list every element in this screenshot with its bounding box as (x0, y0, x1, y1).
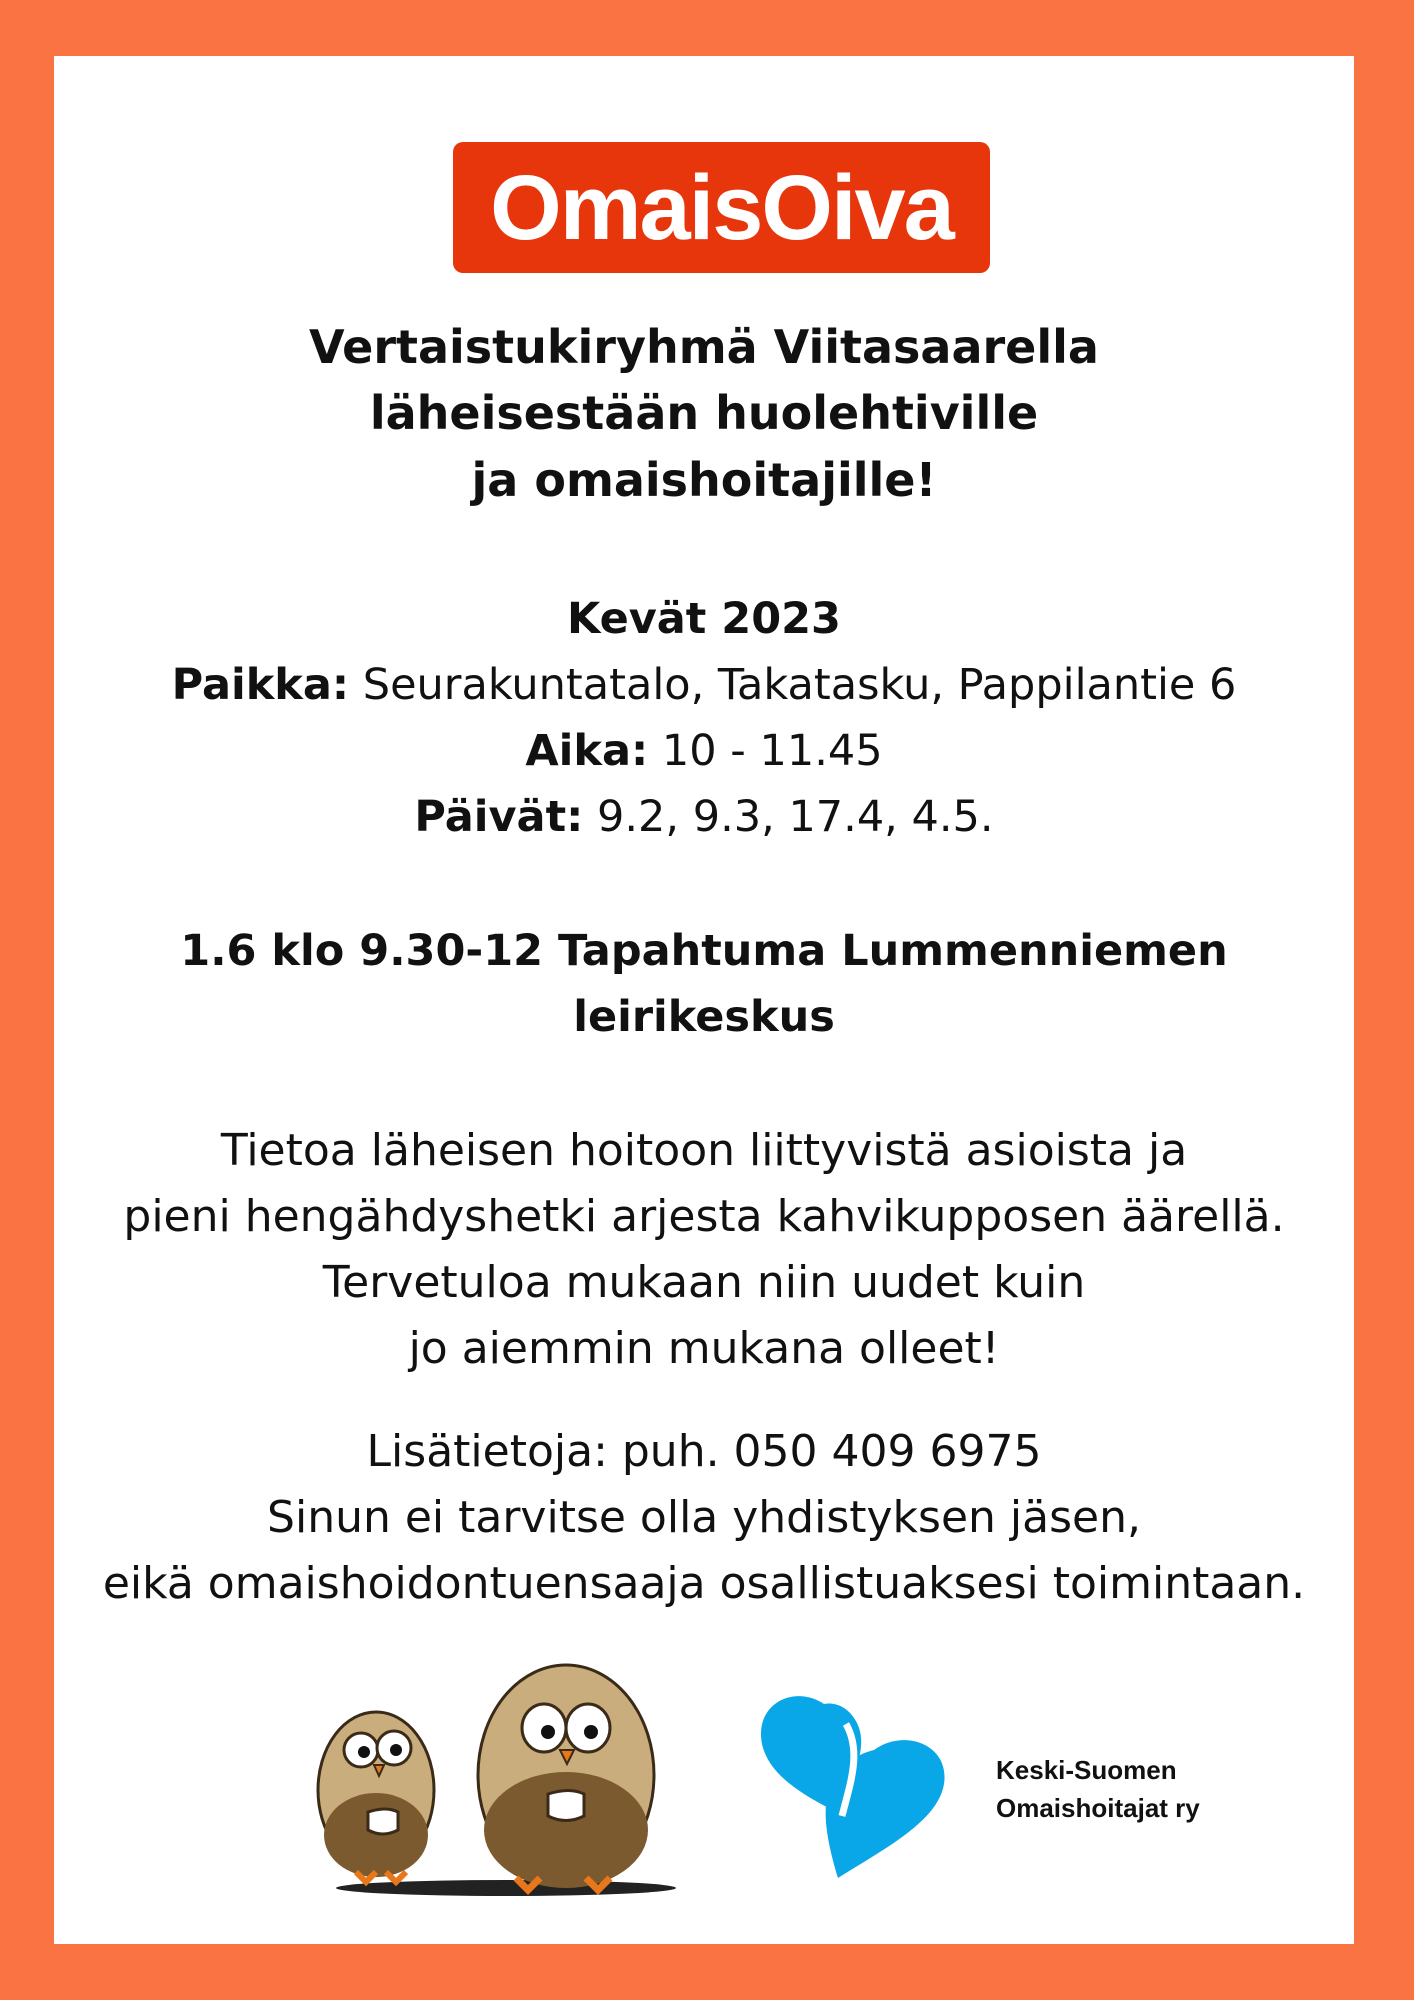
organization-line-2: Omaishoitajat ry (996, 1793, 1200, 1823)
description-line-4: jo aiemmin mukana olleet! (408, 1323, 1000, 1374)
omaisoiva-logo (453, 142, 990, 273)
days-label: Päivät: (414, 792, 584, 842)
contact-line-1: Lisätietoja: puh. 050 409 6975 (366, 1426, 1042, 1477)
days-line (54, 792, 1354, 844)
event-line-2: leirikeskus (573, 992, 835, 1042)
contact-line-2: Sinun ei tarvitse olla yhdistyksen jäsen, (267, 1492, 1141, 1543)
organization-line-1: Keski-Suomen (996, 1755, 1177, 1785)
two-hearts-logo-icon (754, 1692, 974, 1892)
days-value: 9.2, 9.3, 17.4, 4.5. (597, 792, 994, 842)
place-value: Seurakuntatalo, Takatasku, Pappilantie 6 (362, 660, 1237, 710)
time-label: Aika: (525, 726, 649, 776)
title-line-2: läheisestään huolehtiville (369, 386, 1039, 440)
place-label: Paikka: (171, 660, 350, 710)
place-line (54, 660, 1354, 712)
logo-text: OmaisOiva (490, 156, 953, 259)
description-line-1: Tietoa läheisen hoitoon liittyvistä asioista ja (220, 1125, 1188, 1176)
owls-coffee-illustration (316, 1660, 676, 1900)
title-line-1: Vertaistukiryhmä Viitasaarella (309, 320, 1099, 374)
description-line-2: pieni hengähdyshetki arjesta kahvikupposen äärellä. (123, 1191, 1285, 1242)
description-line-3: Tervetuloa mukaan niin uudet kuin (322, 1257, 1086, 1308)
time-value: 10 - 11.45 (661, 726, 883, 776)
title-line-3: ja omaishoitajille! (471, 453, 937, 507)
contact-line-3: eikä omaishoidontuensaaja osallistuaksesi toimintaan. (102, 1558, 1306, 1609)
poster (54, 56, 1354, 1944)
event-line-1: 1.6 klo 9.30-12 Tapahtuma Lummenniemen (180, 926, 1228, 976)
organization-name (996, 1751, 1200, 1827)
season: Kevät 2023 (567, 594, 841, 644)
time-line (54, 726, 1354, 778)
